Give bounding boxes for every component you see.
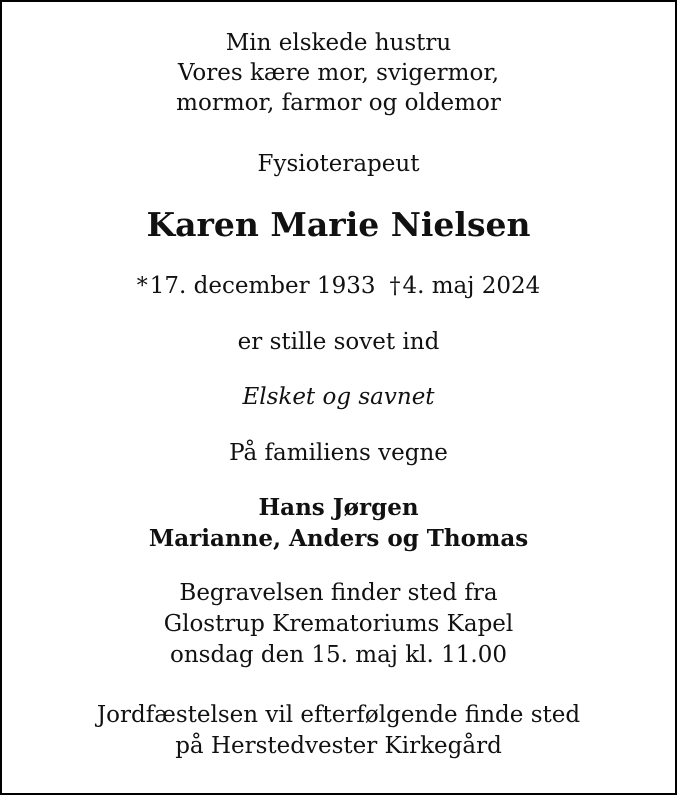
signatory-line-1: Hans Jørgen (258, 494, 419, 521)
funeral-line-2: Glostrup Krematoriums Kapel (163, 611, 514, 637)
on-behalf-text: På familiens vegne (229, 440, 448, 466)
star-icon: * (136, 274, 148, 299)
death-date-group (389, 271, 540, 302)
profession: Fysioterapeut (257, 151, 420, 177)
burial-line-2: på Herstedvester Kirkegård (175, 733, 502, 759)
funeral-line-1: Begravelsen finder sted fra (179, 580, 498, 606)
tribute: Elsket og savnet (242, 384, 435, 410)
intro-line-3: mormor, farmor og oldemor (176, 90, 501, 116)
funeral-line-3: onsdag den 15. maj kl. 11.00 (169, 642, 507, 668)
passing-text: er stille sovet ind (237, 329, 440, 355)
cross-icon: † (389, 274, 401, 299)
signatory-line-2: Marianne, Anders og Thomas (148, 525, 529, 552)
burial-line-1: Jordfæstelsen vil efterfølgende finde sted (96, 702, 581, 728)
intro-line-1: Min elskede hustru (225, 30, 452, 56)
deceased-name: Karen Marie Nielsen (146, 205, 531, 244)
birth-date: 17. december 1933 (149, 273, 376, 299)
birth-date-group (137, 271, 376, 302)
intro-line-2: Vores kære mor, svigermor, (177, 60, 500, 86)
life-dates (2, 271, 675, 302)
death-date: 4. maj 2024 (402, 273, 541, 299)
